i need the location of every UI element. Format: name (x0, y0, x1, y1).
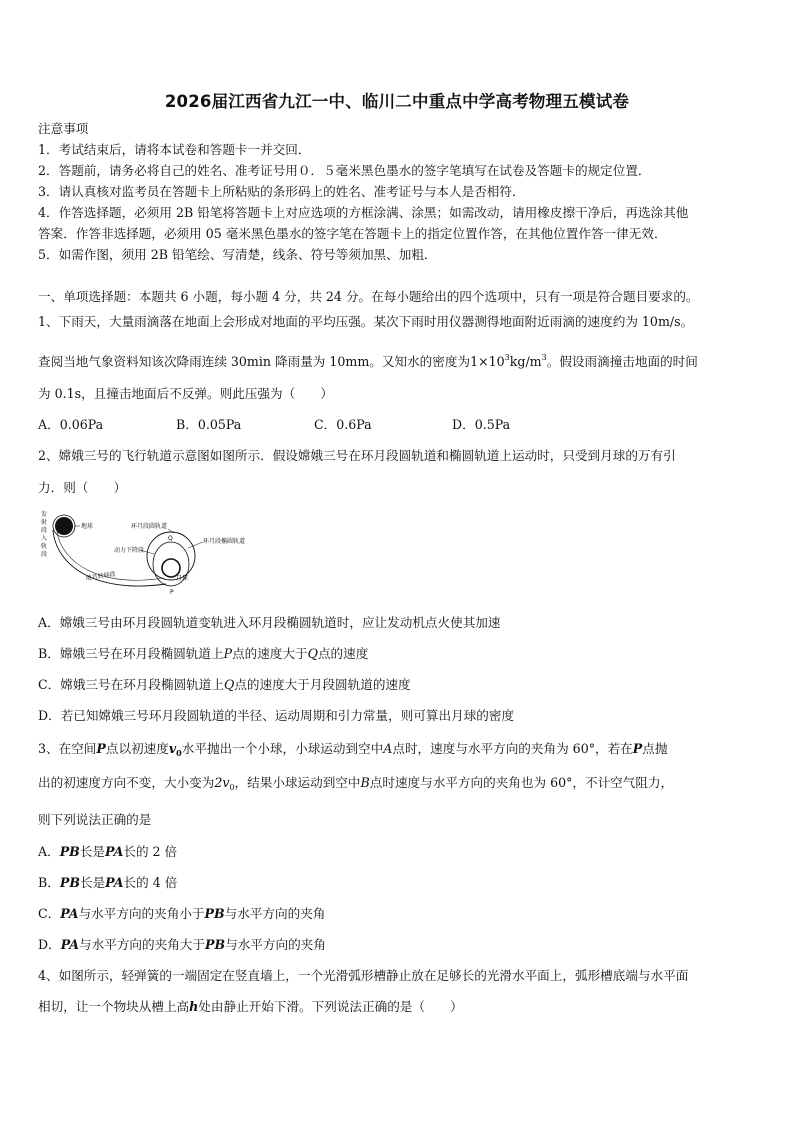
stem-text: ，结果小球运动到空中 (234, 775, 361, 790)
question-3-option-c (38, 906, 325, 922)
stem-text: 水平抛出一个小球，小球运动到空中 (181, 741, 384, 756)
option-text: B．嫦娥三号在环月段椭圆轨道上 (38, 646, 224, 661)
option-text: 与水平方向的夹角 (225, 937, 326, 952)
question-1-options (38, 417, 590, 433)
option-label: C． (38, 906, 61, 921)
svg-text:发: 发 (41, 511, 48, 518)
point-var: P (96, 741, 106, 756)
velocity-sub: 0 (229, 783, 235, 792)
option-text: 点的速度大于月段圆轨道的速度 (234, 677, 411, 692)
stem-text: 出的初速度方向不变，大小变为 (38, 775, 215, 790)
earth-circle (55, 517, 73, 535)
stem-text: 点时速度与水平方向的夹角也为 60°，不计空气阻力， (369, 775, 674, 790)
stem-text: 3、在空间 (38, 741, 97, 756)
power-descent-label: 动力下降段 (114, 547, 145, 554)
segment-var: PB (204, 937, 226, 952)
option-d: D．0.5Pa (452, 417, 511, 432)
option-b: B．0.05Pa (176, 417, 242, 432)
moon-label: 月球 (176, 575, 189, 582)
question-1-stem: 为 0.1s，且撞击地面后不反弹。则此压强为（ ） (38, 386, 333, 401)
q1-text: 查阅当地气象资料知该次降雨连续 30min 降雨量为 10mm。又知水的密度为 (38, 354, 471, 369)
option-text: 与水平方向的夹角 (224, 906, 326, 921)
note-item: 3．请认真核对监考员在答题卡上所粘贴的条形码上的姓名、准考证号与本人是否相符． (38, 184, 525, 199)
question-2-option-b (38, 646, 368, 662)
option-label: D． (38, 937, 61, 952)
note-item: 2．答题前，请务必将自己的姓名、准考证号用０．５毫米黑色墨水的签字笔填写在试卷及答题卡的规定位置． (38, 163, 651, 178)
option-text: 长的 4 倍 (123, 875, 178, 890)
velocity-sub: 0 (176, 748, 182, 758)
note-item: 答案．作答非选择题，必须用 05 毫米黑色墨水的签字笔在答题卡上的指定位置作答，在其他位置作答一律无效． (38, 226, 667, 241)
question-3-option-d (38, 937, 326, 953)
question-3-stem (38, 775, 673, 796)
velocity-var: 2v (214, 775, 230, 790)
notes-heading: 注意事项 (38, 121, 89, 136)
segment-var: PA (60, 906, 79, 921)
question-3-option-a (38, 844, 177, 860)
question-3-stem: 则下列说法正确的是 (38, 812, 152, 827)
point-var: P (632, 741, 643, 756)
question-2-option-c (38, 677, 411, 693)
p-point-label: P (170, 589, 174, 596)
q1-text: 。假设雨滴撞击地面的时间 (546, 354, 698, 369)
question-3-stem (38, 741, 667, 761)
segment-var: PA (105, 844, 124, 859)
note-item: 1．考试结束后，请将本试卷和答题卡一并交回． (38, 142, 311, 157)
option-a: A．0.06Pa (38, 417, 104, 432)
orbit-diagram (36, 506, 276, 602)
note-item: 4．作答选择题，必须用 2B 铅笔将答题卡上对应选项的方框涂满、涂黑；如需改动，请用橡皮擦干净后，再选涂其他 (38, 205, 689, 220)
option-text: 长是 (79, 844, 106, 859)
stem-text: 处由静止开始下滑。下列说法正确的是（ ） (198, 999, 463, 1014)
svg-text:段: 段 (41, 527, 48, 534)
question-2-option-d: D．若已知嫦娥三号环月段圆轨道的半径、运动周期和引力常量，则可算出月球的密度 (38, 708, 515, 723)
question-4-stem: 4、如图所示，轻弹簧的一端固定在竖直墙上，一个光滑弧形槽静止放在足够长的光滑水平面上，弧形槽底端与水平面 (38, 968, 689, 983)
option-text: 点的速度 (317, 646, 369, 661)
question-1-stem (38, 350, 698, 370)
earth-label: 地球 (81, 523, 94, 530)
question-3-option-b (38, 875, 177, 891)
question-2-stem: 力．则（ ） (38, 480, 127, 495)
point-var: Q (223, 677, 235, 692)
option-text: 长是 (79, 875, 106, 890)
option-text: C．嫦娥三号在环月段椭圆轨道上 (38, 677, 224, 692)
stem-text: 点以初速度 (105, 741, 169, 756)
option-c: C．0.6Pa (314, 417, 372, 432)
stem-text: 相切，让一个物块从槽上高 (38, 999, 190, 1014)
point-var: Q (307, 646, 318, 661)
height-var: h (189, 999, 199, 1014)
svg-text:入: 入 (41, 535, 48, 542)
svg-text:射: 射 (41, 519, 48, 526)
point-var: A (383, 741, 393, 756)
question-1-stem: 1、下雨天，大量雨滴落在地面上会形成对地面的平均压强。某次下雨时用仪器测得地面附近雨滴的速度约为 10m/s。 (38, 314, 694, 329)
segment-var: PB (59, 844, 80, 859)
svg-text:轨: 轨 (41, 543, 48, 550)
stem-text: 点抛 (642, 741, 668, 756)
question-2-stem: 2、嫦娥三号的飞行轨道示意图如图所示．假设嫦娥三号在环月段圆轨道和椭圆轨道上运动时，只受到月球的万有引 (38, 448, 676, 463)
section-heading: 一、单项选择题：本题共 6 小题，每小题 4 分，共 24 分。在每小题给出的四个选项中，只有一项是符合题目要求的。 (38, 289, 699, 304)
velocity-var: v (168, 741, 177, 756)
segment-var: PB (59, 875, 80, 890)
option-text: 与水平方向的夹角大于 (79, 937, 205, 952)
stem-text: 点时，速度与水平方向的夹角为 60°，若在 (392, 741, 633, 756)
segment-var: PA (60, 937, 80, 952)
note-item: 5．如需作图，须用 2B 铅笔绘、写清楚，线条、符号等须加黑、加粗． (38, 247, 437, 262)
point-var: P (223, 646, 233, 661)
svg-text:段: 段 (41, 551, 48, 558)
option-text: 点的速度大于 (232, 646, 308, 661)
option-text: 与水平方向的夹角小于 (78, 906, 205, 921)
point-var: B (360, 775, 370, 790)
exam-title: 2026届江西省九江一中、临川二中重点中学高考物理五模试卷 (164, 92, 630, 111)
segment-var: PA (105, 875, 124, 890)
density-formula: $1\times 10^3kg/m^3$ (470, 353, 547, 369)
option-text: 长的 2 倍 (123, 844, 178, 859)
circle-orbit-label: 环月段圆轨道 (131, 523, 168, 530)
option-label: B． (38, 875, 60, 890)
transfer-label: 地月转移段 (85, 570, 117, 582)
q-point-label: Q (168, 535, 173, 542)
option-label: A． (38, 844, 60, 859)
segment-var: PB (204, 906, 225, 921)
ellipse-orbit-pointer (188, 542, 203, 548)
launch-label (41, 510, 47, 558)
question-4-stem (38, 999, 463, 1015)
ellipse-orbit-label: 环月段椭圆轨道 (203, 538, 246, 545)
question-2-option-a: A．嫦娥三号由环月段圆轨道变轨进入环月段椭圆轨道时，应让发动机点火使其加速 (38, 615, 501, 630)
